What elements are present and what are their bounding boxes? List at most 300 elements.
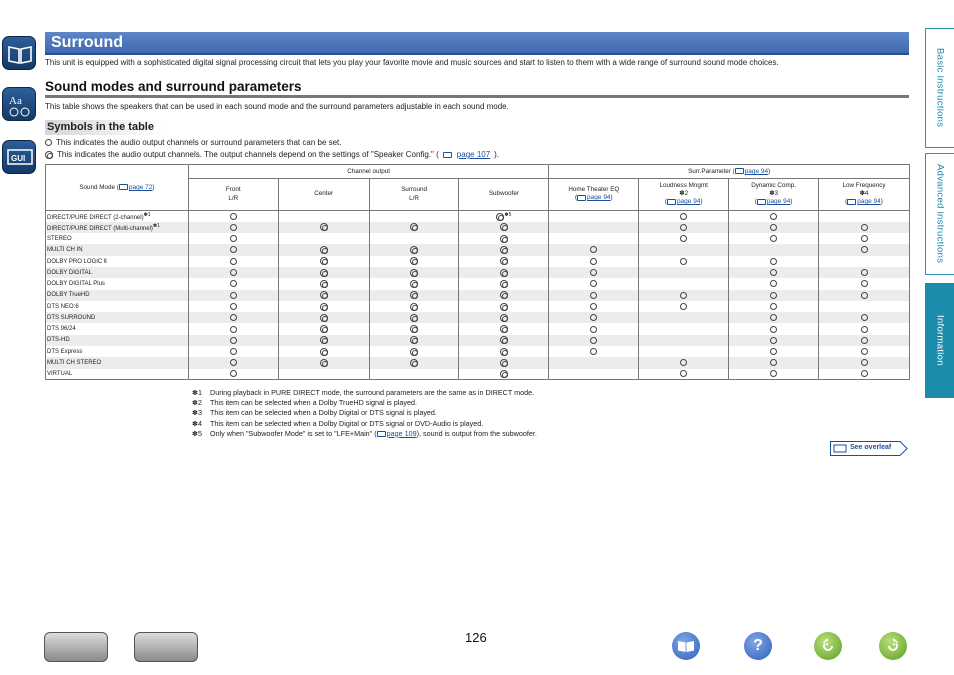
- symbol-legend-circle: This indicates the audio output channels or surround parameters that can be set.: [45, 138, 342, 147]
- circle-icon: [230, 280, 237, 287]
- table-cell: [188, 290, 278, 301]
- table-cell: [639, 346, 729, 357]
- double-circle-icon: [320, 359, 328, 367]
- table-cell: [188, 357, 278, 368]
- link-page-94[interactable]: page 94: [676, 198, 701, 206]
- table-cell: [278, 244, 369, 255]
- link-page-94[interactable]: page 94: [744, 168, 769, 175]
- double-circle-icon: [410, 257, 418, 265]
- table-cell: [459, 312, 549, 323]
- table-cell: [819, 278, 910, 289]
- double-circle-icon: [320, 314, 328, 322]
- table-cell: [639, 211, 729, 222]
- table-cell: [729, 244, 819, 255]
- circle-icon: [230, 213, 237, 220]
- table-cell: [549, 323, 639, 334]
- table-cell: [188, 211, 278, 222]
- circle-icon: [680, 292, 687, 299]
- circle-icon: [590, 292, 597, 299]
- table-cell: [639, 267, 729, 278]
- table-cell: [278, 211, 369, 222]
- circle-icon: [770, 258, 777, 265]
- table-cell: [819, 267, 910, 278]
- symbol-legend-double-circle: This indicates the audio output channels. The output channels depend on the settings of "Speaker Config." ( page 107 ).: [45, 150, 499, 159]
- table-cell: [549, 256, 639, 267]
- table-cell: [369, 256, 459, 267]
- circle-icon: [770, 280, 777, 287]
- circle-icon: [680, 224, 687, 231]
- table-cell: [549, 335, 639, 346]
- table-cell: [639, 335, 729, 346]
- column-header: Subwoofer: [459, 179, 549, 211]
- surr-param-header: Surr.Parameter ( page 94): [549, 165, 910, 179]
- section-description: This table shows the speakers that can be used in each sound mode and the surround parameters adjustable in each sound mode.: [45, 102, 509, 111]
- column-header: Low Frequency ✽4 ( page 94): [819, 179, 910, 211]
- double-circle-icon: [320, 246, 328, 254]
- circle-icon: [770, 292, 777, 299]
- double-circle-icon: [500, 325, 508, 333]
- circle-icon: [770, 224, 777, 231]
- back-button[interactable]: [814, 632, 842, 660]
- sound-mode-name: DIRECT/PURE DIRECT (Multi-channel)$^{✽1}$: [46, 222, 189, 233]
- circle-icon: [590, 258, 597, 265]
- question-mark-icon: ?: [753, 637, 763, 654]
- circle-icon: [230, 303, 237, 310]
- table-cell: [188, 256, 278, 267]
- double-circle-icon: [500, 235, 508, 243]
- circle-icon: [680, 303, 687, 310]
- footnote: ✽3 This item can be selected when a Dolby Digital or DTS signal is played.: [192, 408, 437, 418]
- table-cell: [639, 256, 729, 267]
- link-page-94[interactable]: page 94: [766, 198, 791, 206]
- circle-icon: [861, 348, 868, 355]
- double-circle-icon: [500, 246, 508, 254]
- table-cell: [819, 211, 910, 222]
- table-cell: [188, 267, 278, 278]
- double-circle-icon: [320, 348, 328, 356]
- double-circle-icon: [410, 246, 418, 254]
- table-cell: [188, 323, 278, 334]
- circle-icon: [230, 292, 237, 299]
- circle-icon: [680, 370, 687, 377]
- table-cell: [729, 323, 819, 334]
- table-row: [46, 267, 910, 278]
- double-circle-icon: [500, 314, 508, 322]
- sound-mode-name: DTS 96/24: [46, 323, 189, 334]
- table-cell: [369, 323, 459, 334]
- circle-icon: [861, 280, 868, 287]
- reference-icon: [577, 195, 586, 201]
- table-cell: [639, 233, 729, 244]
- table-cell: [549, 312, 639, 323]
- table-cell: [459, 244, 549, 255]
- table-cell: [639, 301, 729, 312]
- footnotes: [192, 388, 537, 439]
- table-cell: [729, 256, 819, 267]
- table-cell: [639, 323, 729, 334]
- double-circle-icon: [500, 336, 508, 344]
- table-cell: [549, 278, 639, 289]
- table-cell: [639, 278, 729, 289]
- table-cell: [459, 357, 549, 368]
- column-header: Surround L/R: [369, 179, 459, 211]
- page-title-bar: [45, 32, 909, 55]
- table-cell: [188, 312, 278, 323]
- footnote: ✽2 This item can be selected when a Dolby TrueHD signal is played.: [192, 398, 417, 408]
- footnote: ✽5 Only when "Subwoofer Mode" is set to "LFE+Main" ( page 109), sound is output from the subwoofer.: [192, 428, 537, 438]
- table-cell: [819, 222, 910, 233]
- circle-icon: [770, 269, 777, 276]
- circle-icon: [770, 326, 777, 333]
- double-circle-icon: [500, 359, 508, 367]
- table-cell: [459, 233, 549, 244]
- table-row: [46, 244, 910, 255]
- circle-icon: [680, 359, 687, 366]
- column-header: Home Theater EQ ( page 94): [549, 179, 639, 211]
- table-cell: [459, 278, 549, 289]
- sound-mode-name: MULTI CH IN: [46, 244, 189, 255]
- table-row: [46, 278, 910, 289]
- table-cell: [369, 278, 459, 289]
- double-circle-icon: [410, 314, 418, 322]
- table-cell: [729, 301, 819, 312]
- table-cell: [188, 222, 278, 233]
- sound-mode-table: [45, 164, 910, 380]
- sound-mode-name: DTS Express: [46, 346, 189, 357]
- double-circle-icon: [500, 370, 508, 378]
- table-cell: [188, 278, 278, 289]
- reference-icon: [735, 168, 744, 174]
- table-cell: [549, 290, 639, 301]
- table-cell: [639, 369, 729, 380]
- table-row: [46, 290, 910, 301]
- table-cell: [729, 357, 819, 368]
- double-circle-icon: [320, 223, 328, 231]
- table-cell: [639, 312, 729, 323]
- table-cell: [729, 290, 819, 301]
- table-row: [46, 335, 910, 346]
- double-circle-icon: [500, 303, 508, 311]
- circle-icon: [590, 314, 597, 321]
- circle-icon: [680, 258, 687, 265]
- link-page-94[interactable]: page 94: [587, 194, 611, 202]
- double-circle-icon: [410, 336, 418, 344]
- sound-mode-name: DOLBY PRO LOGIC Ⅱ: [46, 256, 189, 267]
- table-cell: [278, 346, 369, 357]
- double-circle-icon: [320, 280, 328, 288]
- double-circle-icon: [320, 257, 328, 265]
- table-cell: [729, 222, 819, 233]
- symbols-heading: Symbols in the table: [45, 120, 163, 135]
- table-cell: [369, 301, 459, 312]
- sound-mode-name: DOLBY DIGITAL Plus: [46, 278, 189, 289]
- table-cell: [729, 267, 819, 278]
- double-circle-icon: [320, 269, 328, 277]
- table-cell: ✽5: [459, 211, 549, 222]
- circle-icon: [45, 139, 52, 146]
- table-cell: [188, 346, 278, 357]
- table-cell: [549, 357, 639, 368]
- table-cell: [819, 346, 910, 357]
- table-cell: [729, 346, 819, 357]
- table-cell: [549, 211, 639, 222]
- double-circle-icon: [410, 291, 418, 299]
- circle-icon: [861, 235, 868, 242]
- reference-icon: [119, 184, 128, 190]
- table-row: [46, 312, 910, 323]
- table-cell: [369, 346, 459, 357]
- table-cell: [278, 323, 369, 334]
- circle-icon: [230, 258, 237, 265]
- table-cell: [729, 335, 819, 346]
- link-page-94[interactable]: page 94: [857, 198, 881, 206]
- table-cell: [549, 267, 639, 278]
- circle-icon: [230, 314, 237, 321]
- table-cell: [369, 357, 459, 368]
- forward-button[interactable]: [879, 632, 907, 660]
- circle-icon: [590, 269, 597, 276]
- circle-icon: [590, 337, 597, 344]
- index-aa-icon[interactable]: [2, 87, 36, 121]
- circle-icon: [770, 213, 777, 220]
- table-cell: [639, 244, 729, 255]
- table-cell: [278, 301, 369, 312]
- column-header: Dynamic Comp. ✽3 ( page 94): [729, 179, 819, 211]
- tab-information[interactable]: Information: [925, 283, 954, 398]
- circle-icon: [230, 337, 237, 344]
- double-circle-icon: [410, 303, 418, 311]
- table-cell: [188, 369, 278, 380]
- tab-basic-instructions[interactable]: Basic instructions: [925, 28, 954, 148]
- sound-mode-name: MULTI CH STEREO: [46, 357, 189, 368]
- table-cell: [639, 290, 729, 301]
- double-circle-icon: [496, 213, 504, 221]
- table-cell: [278, 278, 369, 289]
- circle-icon: [230, 246, 237, 253]
- circle-icon: [230, 224, 237, 231]
- double-circle-icon: [500, 291, 508, 299]
- circle-icon: [230, 348, 237, 355]
- table-row: [46, 369, 910, 380]
- receiver-front-panel-icon[interactable]: [44, 632, 108, 662]
- forward-arrow-icon: [884, 637, 902, 655]
- table-cell: [819, 244, 910, 255]
- double-circle-icon: [500, 348, 508, 356]
- table-cell: [459, 290, 549, 301]
- table-row: [46, 301, 910, 312]
- double-circle-icon: [320, 336, 328, 344]
- table-cell: [278, 256, 369, 267]
- table-cell: [278, 267, 369, 278]
- reference-icon: [847, 199, 856, 205]
- double-circle-icon: [410, 348, 418, 356]
- link-page-72[interactable]: page 72: [128, 184, 153, 191]
- table-cell: [278, 335, 369, 346]
- circle-icon: [770, 314, 777, 321]
- table-row: [46, 222, 910, 233]
- table-cell: [729, 312, 819, 323]
- sound-mode-name: STEREO: [46, 233, 189, 244]
- sound-mode-name: VIRTUAL: [46, 369, 189, 380]
- double-circle-icon: [320, 291, 328, 299]
- table-cell: [819, 301, 910, 312]
- circle-icon: [861, 370, 868, 377]
- circle-icon: [590, 326, 597, 333]
- table-cell: [369, 233, 459, 244]
- table-cell: [459, 369, 549, 380]
- table-cell: [459, 335, 549, 346]
- table-cell: [729, 233, 819, 244]
- link-page-109[interactable]: page 109: [386, 428, 417, 438]
- table-cell: [188, 301, 278, 312]
- double-circle-icon: [410, 223, 418, 231]
- circle-icon: [770, 370, 777, 377]
- table-cell: [549, 244, 639, 255]
- intro-text: This unit is equipped with a sophisticated digital signal processing circuit that lets you play your favorite movie and music sources and start to listen to them with a wide range of surround sound mode choices.: [45, 58, 779, 67]
- circle-icon: [590, 303, 597, 310]
- circle-icon: [230, 359, 237, 366]
- circle-icon: [770, 337, 777, 344]
- table-cell: [639, 357, 729, 368]
- footnote: ✽4 This item can be selected when a Dolby Digital or DTS signal or DVD-Audio is played.: [192, 418, 484, 428]
- circle-icon: [861, 269, 868, 276]
- double-circle-icon: [410, 359, 418, 367]
- double-circle-icon: [320, 325, 328, 333]
- circle-icon: [230, 370, 237, 377]
- circle-icon: [861, 326, 868, 333]
- table-cell: [459, 323, 549, 334]
- table-cell: [819, 233, 910, 244]
- circle-icon: [770, 348, 777, 355]
- back-arrow-icon: [819, 637, 837, 655]
- page-number: 126: [465, 630, 487, 645]
- table-cell: [278, 290, 369, 301]
- svg-text:Aa: Aa: [9, 95, 22, 107]
- table-cell: [819, 256, 910, 267]
- circle-icon: [230, 326, 237, 333]
- double-circle-icon: [45, 151, 53, 159]
- table-cell: [459, 301, 549, 312]
- table-cell: [459, 222, 549, 233]
- table-cell: [369, 267, 459, 278]
- circle-icon: [861, 224, 868, 231]
- circle-icon: [680, 213, 687, 220]
- table-cell: [729, 211, 819, 222]
- circle-icon: [590, 280, 597, 287]
- sound-mode-header: Sound Mode ( page 72): [46, 165, 189, 211]
- circle-icon: [861, 337, 868, 344]
- table-cell: [278, 369, 369, 380]
- column-header: Center: [278, 179, 369, 211]
- svg-text:GUI: GUI: [11, 154, 26, 163]
- double-circle-icon: [500, 269, 508, 277]
- table-cell: [369, 211, 459, 222]
- table-cell: [549, 233, 639, 244]
- table-cell: [459, 267, 549, 278]
- table-row: [46, 211, 910, 222]
- circle-icon: [770, 235, 777, 242]
- see-overleaf-button[interactable]: See overleaf: [830, 441, 908, 456]
- help-button[interactable]: [744, 632, 772, 660]
- double-circle-icon: [410, 280, 418, 288]
- table-cell: [369, 290, 459, 301]
- contents-book-button[interactable]: [672, 632, 700, 660]
- channel-output-header: Channel output: [188, 165, 549, 179]
- sound-mode-name: DTS SURROUND: [46, 312, 189, 323]
- double-circle-icon: [500, 280, 508, 288]
- table-cell: [459, 256, 549, 267]
- double-circle-icon: [410, 325, 418, 333]
- table-cell: [369, 369, 459, 380]
- table-cell: [369, 335, 459, 346]
- contents-book-icon[interactable]: [2, 36, 36, 70]
- book-icon: [677, 639, 695, 653]
- circle-icon: [680, 235, 687, 242]
- circle-icon: [770, 303, 777, 310]
- table-row: [46, 357, 910, 368]
- table-cell: [549, 222, 639, 233]
- circle-icon: [861, 246, 868, 253]
- table-cell: [819, 357, 910, 368]
- column-header: Loudness Mngmt ✽2 ( page 94): [639, 179, 729, 211]
- table-cell: [188, 335, 278, 346]
- table-cell: [369, 312, 459, 323]
- tab-advanced-instructions[interactable]: Advanced instructions: [925, 153, 954, 275]
- table-cell: [639, 222, 729, 233]
- sound-mode-name: DTS NEO:6: [46, 301, 189, 312]
- sound-mode-name: DIRECT/PURE DIRECT (2-channel)$^{✽1}$: [46, 211, 189, 222]
- table-row: [46, 323, 910, 334]
- circle-icon: [230, 269, 237, 276]
- circle-icon: [770, 359, 777, 366]
- table-cell: [819, 369, 910, 380]
- table-cell: [278, 312, 369, 323]
- table-cell: [819, 323, 910, 334]
- sound-mode-name: DOLBY DIGITAL: [46, 267, 189, 278]
- link-page-107[interactable]: page 107: [456, 150, 491, 159]
- circle-icon: [590, 348, 597, 355]
- section-heading: Sound modes and surround parameters: [45, 78, 909, 98]
- table-cell: [729, 278, 819, 289]
- table-cell: [369, 222, 459, 233]
- table-cell: [369, 244, 459, 255]
- table-row: [46, 346, 910, 357]
- double-circle-icon: [320, 303, 328, 311]
- remote-control-icon[interactable]: [134, 632, 198, 662]
- table-cell: [819, 290, 910, 301]
- reference-icon: [667, 199, 676, 205]
- reference-icon: [377, 431, 386, 437]
- column-header: Front L/R: [188, 179, 278, 211]
- reference-icon: [443, 152, 452, 158]
- table-cell: [549, 301, 639, 312]
- table-cell: [188, 244, 278, 255]
- table-cell: [459, 346, 549, 357]
- table-row: [46, 233, 910, 244]
- table-cell: [819, 335, 910, 346]
- table-cell: [729, 369, 819, 380]
- circle-icon: [230, 235, 237, 242]
- gui-icon[interactable]: [2, 140, 36, 174]
- circle-icon: [861, 292, 868, 299]
- table-cell: [549, 369, 639, 380]
- circle-icon: [861, 314, 868, 321]
- circle-icon: [590, 246, 597, 253]
- table-cell: [549, 346, 639, 357]
- table-cell: [278, 222, 369, 233]
- footnote: ✽1 During playback in PURE DIRECT mode, the surround parameters are the same as in DIRECT mode.: [192, 388, 535, 397]
- reference-icon: [757, 199, 766, 205]
